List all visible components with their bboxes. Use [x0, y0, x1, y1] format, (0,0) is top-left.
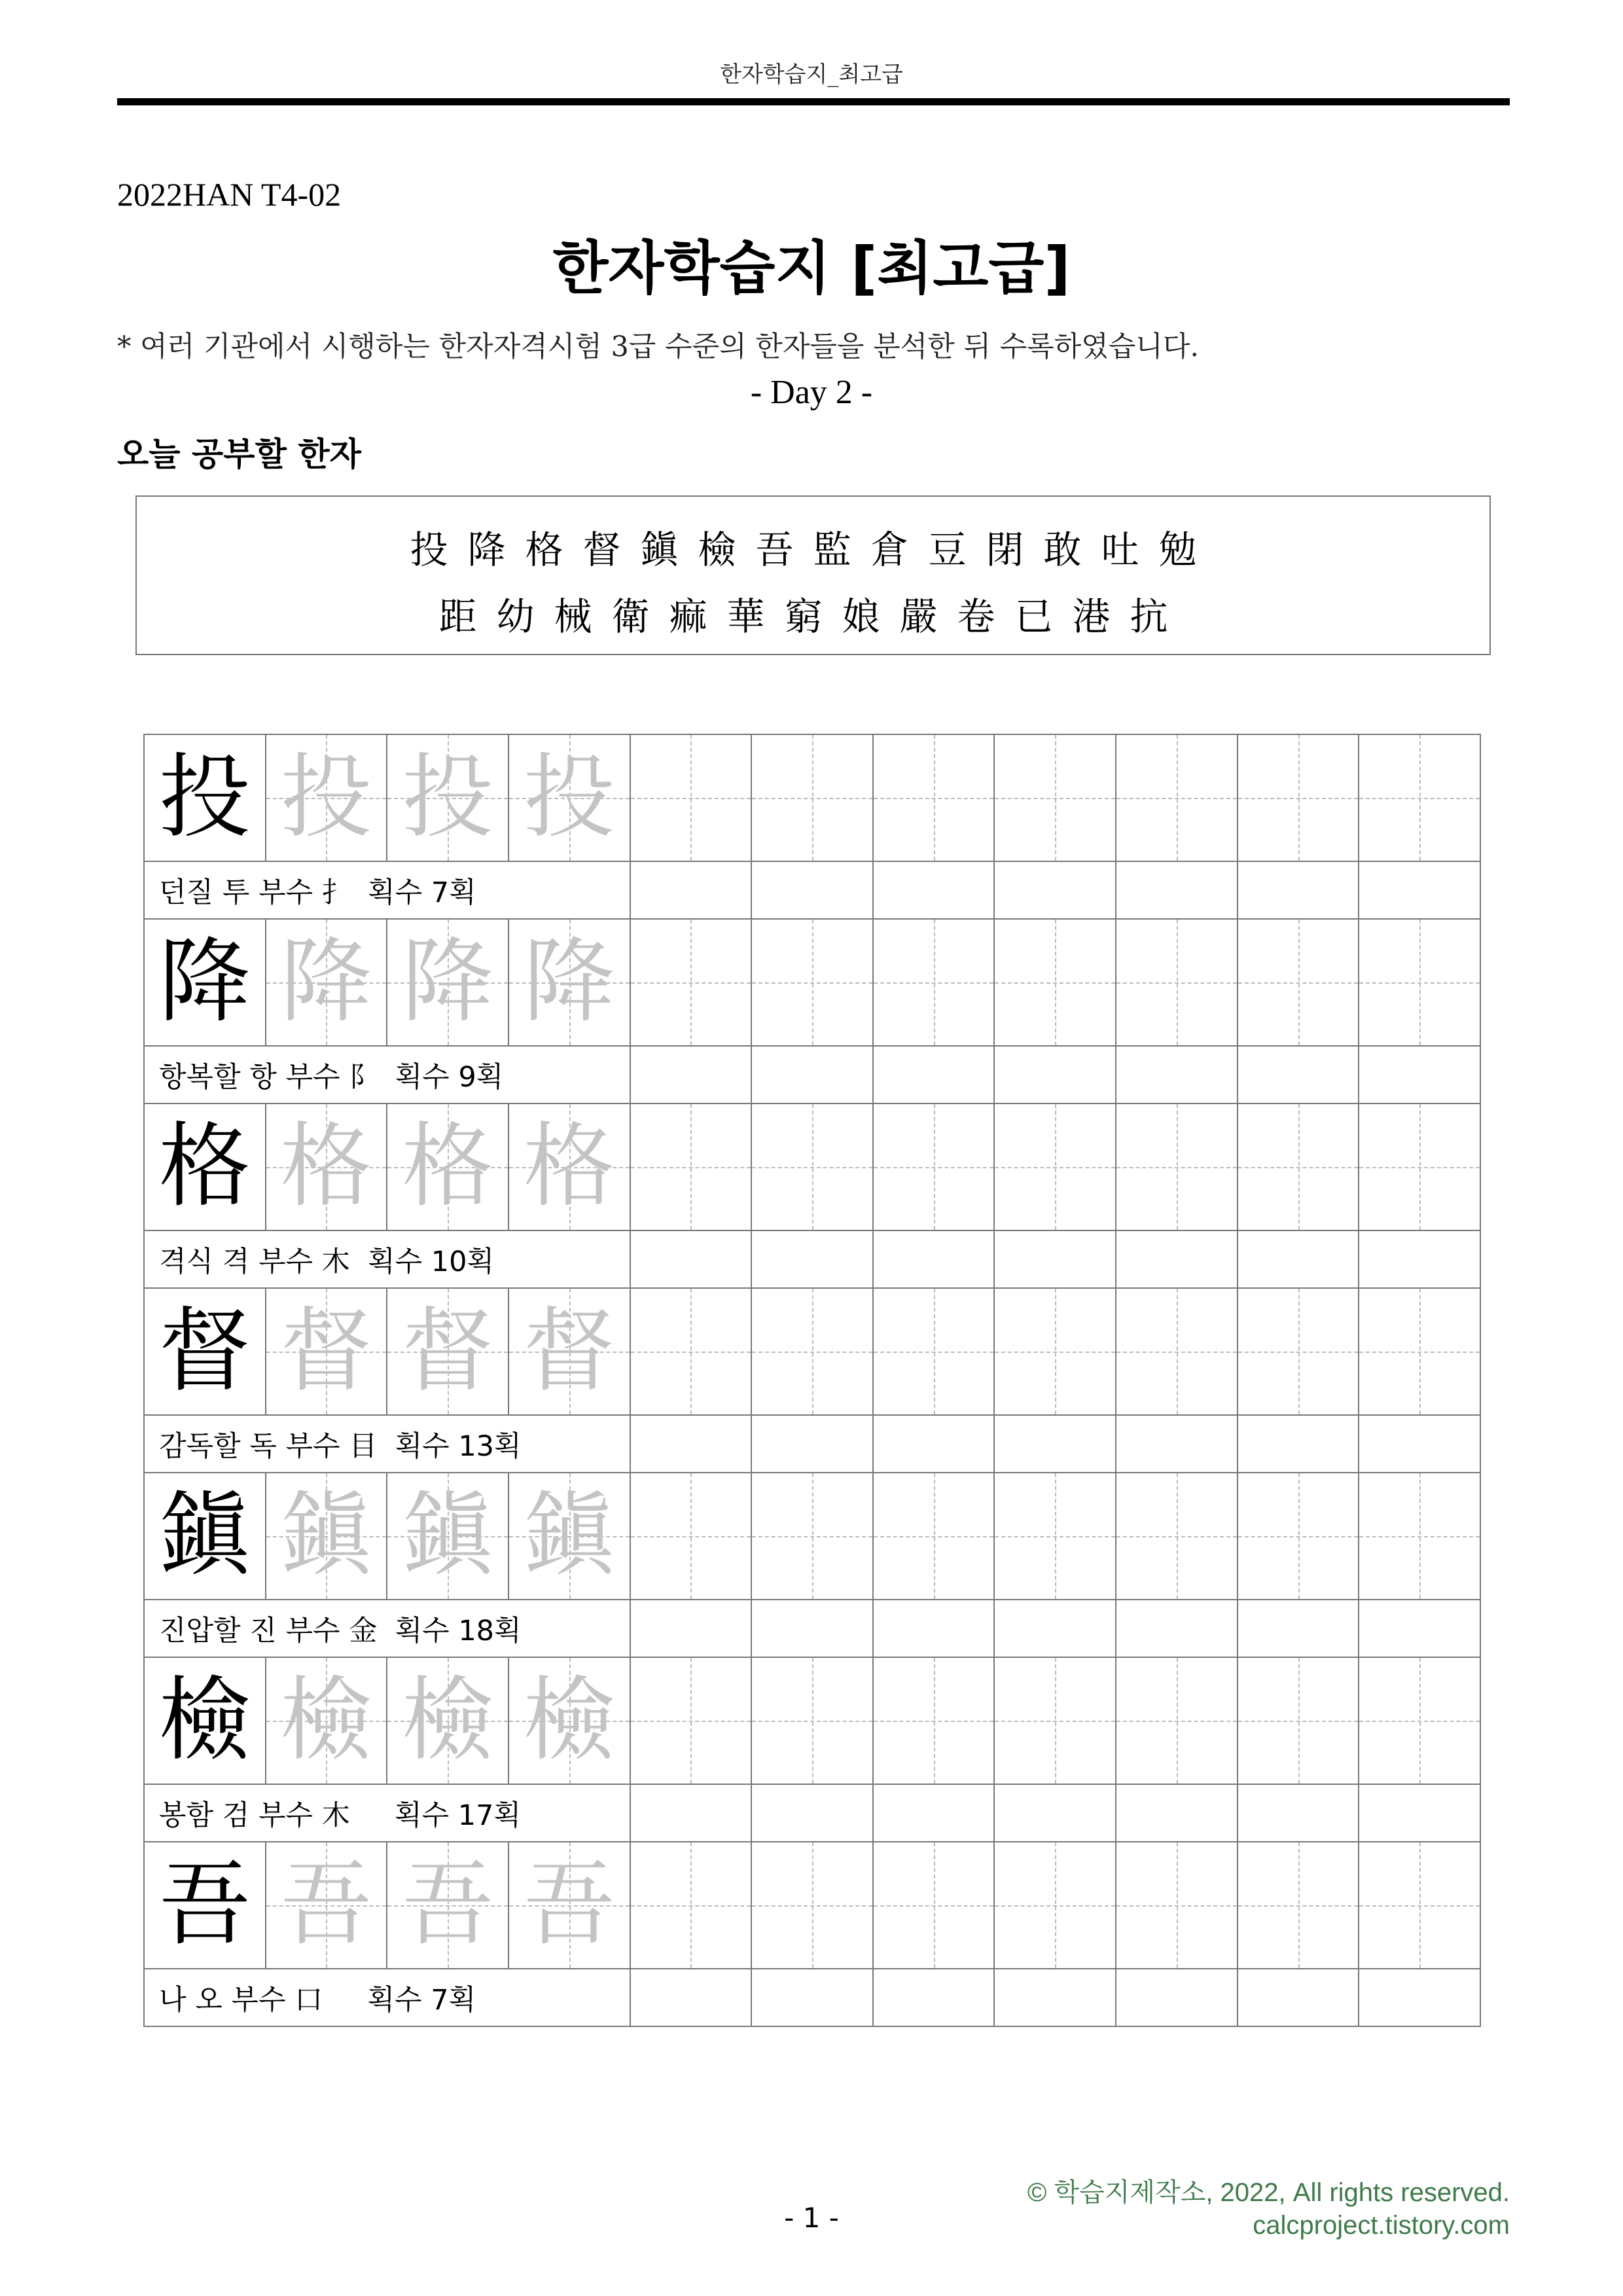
practice-row — [145, 1473, 1481, 1600]
info-blank-cell — [1116, 1231, 1238, 1287]
trace-character-cell — [387, 920, 509, 1045]
trace-character: 吾 — [523, 1852, 615, 1958]
info-blank-cell — [631, 1600, 753, 1657]
info-blank-cell — [1116, 1416, 1238, 1472]
practice-cell — [752, 1842, 874, 1968]
practice-cell — [995, 735, 1116, 861]
trace-character: 降 — [280, 929, 372, 1035]
practice-row — [145, 1289, 1481, 1416]
practice-cell — [874, 1289, 995, 1414]
info-blank-cell — [752, 1231, 874, 1287]
practice-cell — [1116, 920, 1238, 1045]
day-label: - Day 2 - — [750, 374, 873, 411]
trace-character-cell — [266, 1473, 388, 1599]
info-blank-cell — [631, 1969, 753, 2026]
trace-character-cell — [509, 1104, 631, 1230]
practice-cell — [1238, 735, 1360, 861]
practice-row — [145, 1104, 1481, 1231]
trace-character-cell — [387, 1289, 509, 1414]
trace-character-cell — [387, 1658, 509, 1784]
trace-character: 檢 — [402, 1667, 494, 1774]
trace-character-cell — [509, 1658, 631, 1784]
trace-character-cell — [509, 920, 631, 1045]
character-info-text: 격식 격 부수 木 획수 10획 — [145, 1231, 631, 1287]
character-info-text: 진압할 진 부수 金 획수 18획 — [145, 1600, 631, 1657]
trace-character: 鎭 — [280, 1482, 372, 1589]
info-blank-cell — [995, 1600, 1116, 1657]
info-blank-cell — [631, 862, 753, 918]
todays-characters-box — [135, 495, 1491, 655]
character-info-row — [145, 1047, 1481, 1104]
trace-character: 吾 — [402, 1852, 494, 1958]
info-blank-cell — [752, 1785, 874, 1841]
practice-cell — [1116, 1289, 1238, 1414]
info-blank-cell — [874, 1969, 995, 2026]
info-blank-cell — [1359, 1047, 1481, 1103]
trace-character-cell — [509, 735, 631, 861]
trace-character-cell — [387, 1842, 509, 1968]
practice-row — [145, 1658, 1481, 1785]
practice-cell — [995, 1289, 1116, 1414]
character-info-text: 항복할 항 부수 阝 획수 9획 — [145, 1047, 631, 1103]
section-heading: 오늘 공부할 한자 — [117, 435, 361, 473]
trace-character-cell — [387, 1104, 509, 1230]
practice-cell — [1116, 735, 1238, 861]
practice-cell — [752, 1473, 874, 1599]
info-blank-cell — [874, 862, 995, 918]
character-info-text: 던질 투 부수 扌 획수 7획 — [145, 862, 631, 918]
trace-character: 投 — [402, 744, 494, 851]
info-blank-cell — [1238, 1416, 1360, 1472]
info-blank-cell — [631, 1047, 753, 1103]
info-blank-cell — [995, 1416, 1116, 1472]
info-blank-cell — [1238, 1231, 1360, 1287]
trace-character-cell — [266, 920, 388, 1045]
trace-character: 格 — [402, 1113, 494, 1220]
practice-cell — [1238, 1104, 1360, 1230]
info-blank-cell — [1116, 1785, 1238, 1841]
model-character: 降 — [158, 929, 251, 1035]
info-blank-cell — [874, 1416, 995, 1472]
character-info-text: 감독할 독 부수 目 획수 13획 — [145, 1416, 631, 1472]
practice-cell — [631, 1473, 753, 1599]
practice-cell — [874, 920, 995, 1045]
practice-cell — [752, 1289, 874, 1414]
info-blank-cell — [631, 1785, 753, 1841]
trace-character: 格 — [523, 1113, 615, 1220]
header-rule — [117, 98, 1510, 105]
trace-character: 督 — [523, 1298, 615, 1405]
info-blank-cell — [1116, 1047, 1238, 1103]
model-character-cell — [145, 1473, 266, 1599]
trace-character-cell — [266, 1104, 388, 1230]
description-note: * 여러 기관에서 시행하는 한자자격시험 3급 수준의 한자들을 분석한 뒤 수록하였습니다. — [117, 331, 1200, 363]
character-info-row — [145, 1969, 1481, 2027]
model-character: 檢 — [158, 1667, 251, 1774]
practice-cell — [874, 735, 995, 861]
page-header-title: 한자학습지_최고급 — [720, 62, 903, 88]
practice-cell — [1359, 1842, 1481, 1968]
characters-line-1: 投降格督鎭檢吾監倉豆閉敢吐勉 — [410, 528, 1217, 572]
info-blank-cell — [874, 1047, 995, 1103]
trace-character: 檢 — [280, 1667, 372, 1774]
practice-cell — [1116, 1104, 1238, 1230]
practice-cell — [874, 1658, 995, 1784]
practice-cell — [1238, 1473, 1360, 1599]
trace-character: 吾 — [280, 1852, 372, 1958]
practice-cell — [1238, 1289, 1360, 1414]
info-blank-cell — [1116, 1969, 1238, 2026]
practice-cell — [1359, 1104, 1481, 1230]
trace-character: 降 — [402, 929, 494, 1035]
info-blank-cell — [752, 1047, 874, 1103]
trace-character-cell — [509, 1842, 631, 1968]
info-blank-cell — [1238, 1969, 1360, 2026]
info-blank-cell — [1359, 862, 1481, 918]
trace-character-cell — [387, 1473, 509, 1599]
info-blank-cell — [631, 1231, 753, 1287]
trace-character: 投 — [523, 744, 615, 851]
info-blank-cell — [874, 1600, 995, 1657]
character-info-row — [145, 1231, 1481, 1289]
info-blank-cell — [995, 1231, 1116, 1287]
practice-row — [145, 1842, 1481, 1969]
practice-cell — [631, 1104, 753, 1230]
practice-cell — [752, 920, 874, 1045]
practice-cell — [631, 1842, 753, 1968]
characters-line-2: 距幼械衛痲華窮娘嚴卷已港抗 — [438, 594, 1188, 639]
model-character-cell — [145, 1842, 266, 1968]
trace-character: 降 — [523, 929, 615, 1035]
practice-cell — [1359, 920, 1481, 1045]
info-blank-cell — [874, 1785, 995, 1841]
practice-cell — [1238, 920, 1360, 1045]
info-blank-cell — [1359, 1969, 1481, 2026]
info-blank-cell — [752, 1600, 874, 1657]
model-character: 格 — [158, 1113, 251, 1220]
practice-cell — [874, 1473, 995, 1599]
trace-character-cell — [509, 1289, 631, 1414]
model-character-cell — [145, 735, 266, 861]
practice-cell — [631, 735, 753, 861]
trace-character: 鎭 — [402, 1482, 494, 1589]
practice-cell — [1359, 735, 1481, 861]
practice-cell — [995, 920, 1116, 1045]
practice-cell — [1238, 1842, 1360, 1968]
character-info-row — [145, 862, 1481, 920]
practice-cell — [995, 1104, 1116, 1230]
document-code: 2022HAN T4-02 — [117, 176, 342, 213]
info-blank-cell — [752, 1969, 874, 2026]
model-character: 督 — [158, 1298, 251, 1405]
info-blank-cell — [1238, 1785, 1360, 1841]
trace-character-cell — [266, 1842, 388, 1968]
practice-cell — [1116, 1658, 1238, 1784]
page-number: - 1 - — [784, 2202, 839, 2234]
character-info-row — [145, 1785, 1481, 1842]
info-blank-cell — [1359, 1785, 1481, 1841]
practice-cell — [1359, 1658, 1481, 1784]
character-info-text: 봉함 검 부수 木 획수 17획 — [145, 1785, 631, 1841]
practice-cell — [752, 735, 874, 861]
practice-cell — [1116, 1473, 1238, 1599]
model-character-cell — [145, 920, 266, 1045]
model-character: 鎭 — [158, 1482, 251, 1589]
info-blank-cell — [995, 862, 1116, 918]
page-title: 한자학습지 [최고급] — [552, 234, 1071, 302]
copyright-text: © 학습지제작소, 2022, All rights reserved. — [1027, 2178, 1510, 2207]
trace-character: 督 — [402, 1298, 494, 1405]
info-blank-cell — [995, 1969, 1116, 2026]
info-blank-cell — [1359, 1231, 1481, 1287]
practice-cell — [995, 1842, 1116, 1968]
trace-character-cell — [266, 1289, 388, 1414]
practice-grid — [143, 734, 1481, 2027]
practice-cell — [631, 920, 753, 1045]
info-blank-cell — [1238, 1600, 1360, 1657]
practice-row — [145, 920, 1481, 1047]
info-blank-cell — [631, 1416, 753, 1472]
model-character: 吾 — [158, 1852, 251, 1958]
site-url: calcproject.tistory.com — [1253, 2211, 1510, 2240]
model-character: 投 — [158, 744, 251, 851]
info-blank-cell — [1238, 862, 1360, 918]
trace-character-cell — [387, 735, 509, 861]
info-blank-cell — [995, 1785, 1116, 1841]
practice-cell — [752, 1104, 874, 1230]
practice-cell — [1238, 1658, 1360, 1784]
character-info-row — [145, 1416, 1481, 1473]
info-blank-cell — [1116, 862, 1238, 918]
practice-cell — [1116, 1842, 1238, 1968]
trace-character: 督 — [280, 1298, 372, 1405]
practice-cell — [874, 1104, 995, 1230]
model-character-cell — [145, 1104, 266, 1230]
trace-character: 投 — [280, 744, 372, 851]
trace-character-cell — [266, 735, 388, 861]
model-character-cell — [145, 1658, 266, 1784]
trace-character: 格 — [280, 1113, 372, 1220]
trace-character: 檢 — [523, 1667, 615, 1774]
practice-cell — [631, 1289, 753, 1414]
info-blank-cell — [995, 1047, 1116, 1103]
practice-cell — [1359, 1473, 1481, 1599]
practice-cell — [874, 1842, 995, 1968]
info-blank-cell — [1116, 1600, 1238, 1657]
trace-character: 鎭 — [523, 1482, 615, 1589]
character-info-row — [145, 1600, 1481, 1658]
practice-cell — [995, 1473, 1116, 1599]
character-info-text: 나 오 부수 口 획수 7획 — [145, 1969, 631, 2026]
practice-cell — [752, 1658, 874, 1784]
trace-character-cell — [266, 1658, 388, 1784]
model-character-cell — [145, 1289, 266, 1414]
trace-character-cell — [509, 1473, 631, 1599]
info-blank-cell — [874, 1231, 995, 1287]
info-blank-cell — [1359, 1600, 1481, 1657]
practice-cell — [1359, 1289, 1481, 1414]
practice-cell — [631, 1658, 753, 1784]
practice-cell — [995, 1658, 1116, 1784]
info-blank-cell — [752, 1416, 874, 1472]
info-blank-cell — [1238, 1047, 1360, 1103]
practice-row — [145, 735, 1481, 862]
info-blank-cell — [752, 862, 874, 918]
info-blank-cell — [1359, 1416, 1481, 1472]
